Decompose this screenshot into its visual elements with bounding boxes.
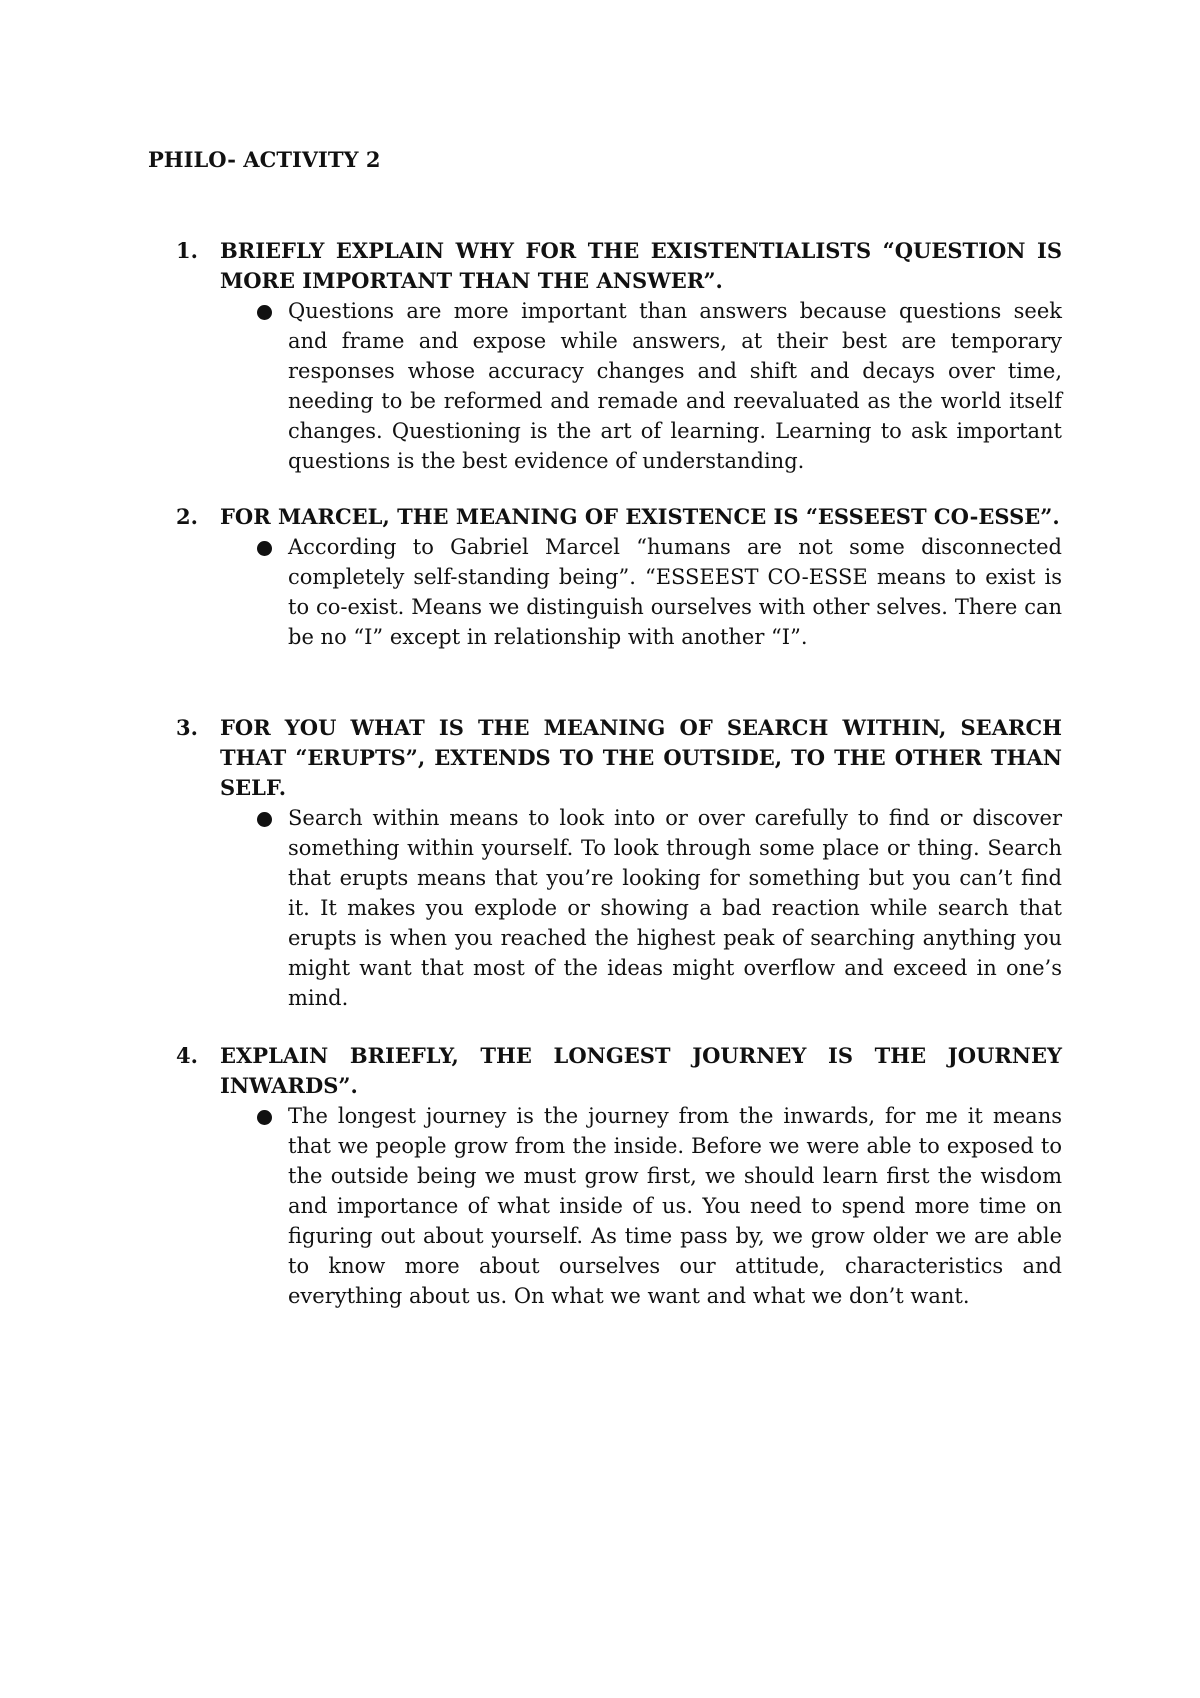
document-title: PHILO- ACTIVITY 2 bbox=[148, 147, 381, 172]
answer-item bbox=[176, 296, 1062, 476]
question-heading bbox=[176, 502, 1062, 532]
answer-text: Questions are more important than answers because questions seek and frame and expose while answers, at their best are temporary responses whose accuracy changes and shift and decays over time, needing to be reformed and remade and reevaluated as the world itself changes. Questioning is the art of learning. Learning to ask important questions is the best evidence of understanding. bbox=[288, 299, 1062, 473]
answer-item bbox=[176, 1101, 1062, 1311]
bullet-icon bbox=[254, 532, 288, 652]
question-2 bbox=[176, 502, 1062, 652]
answer-item bbox=[176, 532, 1062, 652]
question-3 bbox=[176, 713, 1062, 1013]
question-prompt: EXPLAIN BRIEFLY, THE LONGEST JOURNEY IS THE JOURNEY INWARDS”. bbox=[220, 1043, 1062, 1098]
question-number: 1. bbox=[176, 238, 198, 263]
question-heading bbox=[176, 1041, 1062, 1101]
question-4 bbox=[176, 1041, 1062, 1311]
answer-item bbox=[176, 803, 1062, 1013]
bullet-icon bbox=[254, 296, 288, 476]
question-number: 4. bbox=[176, 1043, 198, 1068]
bullet-icon bbox=[254, 1101, 288, 1311]
question-prompt: BRIEFLY EXPLAIN WHY FOR THE EXISTENTIALISTS “QUESTION IS MORE IMPORTANT THAN THE ANSWER”. bbox=[220, 238, 1062, 293]
question-heading bbox=[176, 236, 1062, 296]
answer-text: The longest journey is the journey from the inwards, for me it means that we people grow from the inside. Before we were able to exposed to the outside being we must grow first, we should learn first the wisdom and importance of what inside of us. You need to spend more time on figuring out about yourself. As time pass by, we grow older we are able to know more about ourselves our attitude, characteristics and everything about us. On what we want and what we don’t want. bbox=[288, 1104, 1062, 1308]
question-number: 2. bbox=[176, 504, 198, 529]
question-heading bbox=[176, 713, 1062, 803]
question-prompt: FOR YOU WHAT IS THE MEANING OF SEARCH WITHIN, SEARCH THAT “ERUPTS”, EXTENDS TO THE OUTSIDE, TO THE OTHER THAN SELF. bbox=[220, 715, 1062, 800]
answer-text: Search within means to look into or over carefully to find or discover something within yourself. To look through some place or thing. Search that erupts means that you’re looking for something but you can’t find it. It makes you explode or showing a bad reaction while search that erupts is when you reached the highest peak of searching anything you might want that most of the ideas might overflow and exceed in one’s mind. bbox=[288, 806, 1062, 1010]
question-number: 3. bbox=[176, 715, 198, 740]
question-prompt: FOR MARCEL, THE MEANING OF EXISTENCE IS “ESSEEST CO-ESSE”. bbox=[220, 504, 1060, 529]
question-1 bbox=[176, 236, 1062, 476]
bullet-icon bbox=[254, 803, 288, 1013]
answer-text: According to Gabriel Marcel “humans are not some disconnected completely self-standing being”. “ESSEEST CO-ESSE means to exist is to co-exist. Means we distinguish ourselves with other selves. There can be no “I” except in relationship with another “I”. bbox=[288, 535, 1062, 649]
